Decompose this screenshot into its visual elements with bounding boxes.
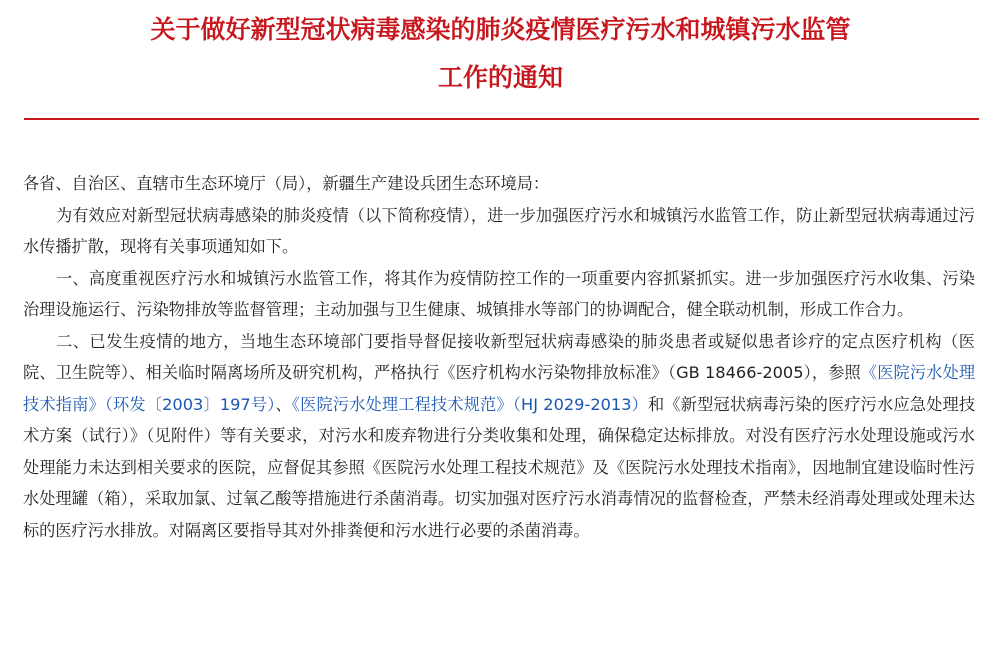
section-2-separator: 、: [275, 394, 292, 414]
section-2-text-2: 和《新型冠状病毒污染的医疗污水应急处理技术方案（试行）》（见附件）等有关要求，对污水和废弃物进行分类收集和处理，确保稳定达标排放。对没有医疗污水处理设施或污水处理能力未达到相关要求的医院，应督促其参照《医院污水处理工程技术规范》及《医院污水处理技术指南》，因地制宜建设临时性污水处理罐（箱），采取加氯、过氧乙酸等措施进行杀菌消毒。切实加强对医疗污水消毒情况的监督检查，严禁未经消毒处理或处理未达标的医疗污水排放。对隔离区要指导其对外排粪便和污水进行必要的杀菌消毒。: [23, 394, 976, 540]
document-body: [23, 168, 975, 546]
salutation: 各省、自治区、直辖市生态环境厅（局），新疆生产建设兵团生态环境局：: [23, 174, 550, 193]
section-2-paragraph: [23, 326, 975, 547]
section-1-paragraph: 一、高度重视医疗污水和城镇污水监管工作，将其作为疫情防控工作的一项重要内容抓紧抓实。进一步加强医疗污水收集、污染治理设施运行、污染物排放等监督管理；主动加强与卫生健康、城镇排水等部门的协调配合，健全联动机制，形成工作合力。: [23, 268, 975, 319]
document-title-line-2: 工作的通知: [437, 63, 563, 92]
section-2-text-1: 二、已发生疫情的地方，当地生态环境部门要指导督促接收新型冠状病毒感染的肺炎患者或疑似患者诊疗的定点医疗机构（医院、卫生院等）、相关临时隔离场所及研究机构，严格执行《医疗机构水污染物排放标准》（GB 18466-2005），参照: [23, 331, 975, 382]
link-hospital-sewage-spec[interactable]: 《医院污水处理工程技术规范》（HJ 2029-2013）: [291, 394, 649, 414]
link-hospital-sewage-guide[interactable]: 《医院污水处理技术指南》（环发〔2003〕197号）: [23, 363, 976, 414]
intro-paragraph: 为有效应对新型冠状病毒感染的肺炎疫情（以下简称疫情），进一步加强医疗污水和城镇污水监管工作，防止新型冠状病毒通过污水传播扩散，现将有关事项通知如下。: [23, 205, 975, 256]
document-title-line-1: 关于做好新型冠状病毒感染的肺炎疫情医疗污水和城镇污水监管: [150, 15, 851, 44]
title-divider: [24, 118, 979, 120]
